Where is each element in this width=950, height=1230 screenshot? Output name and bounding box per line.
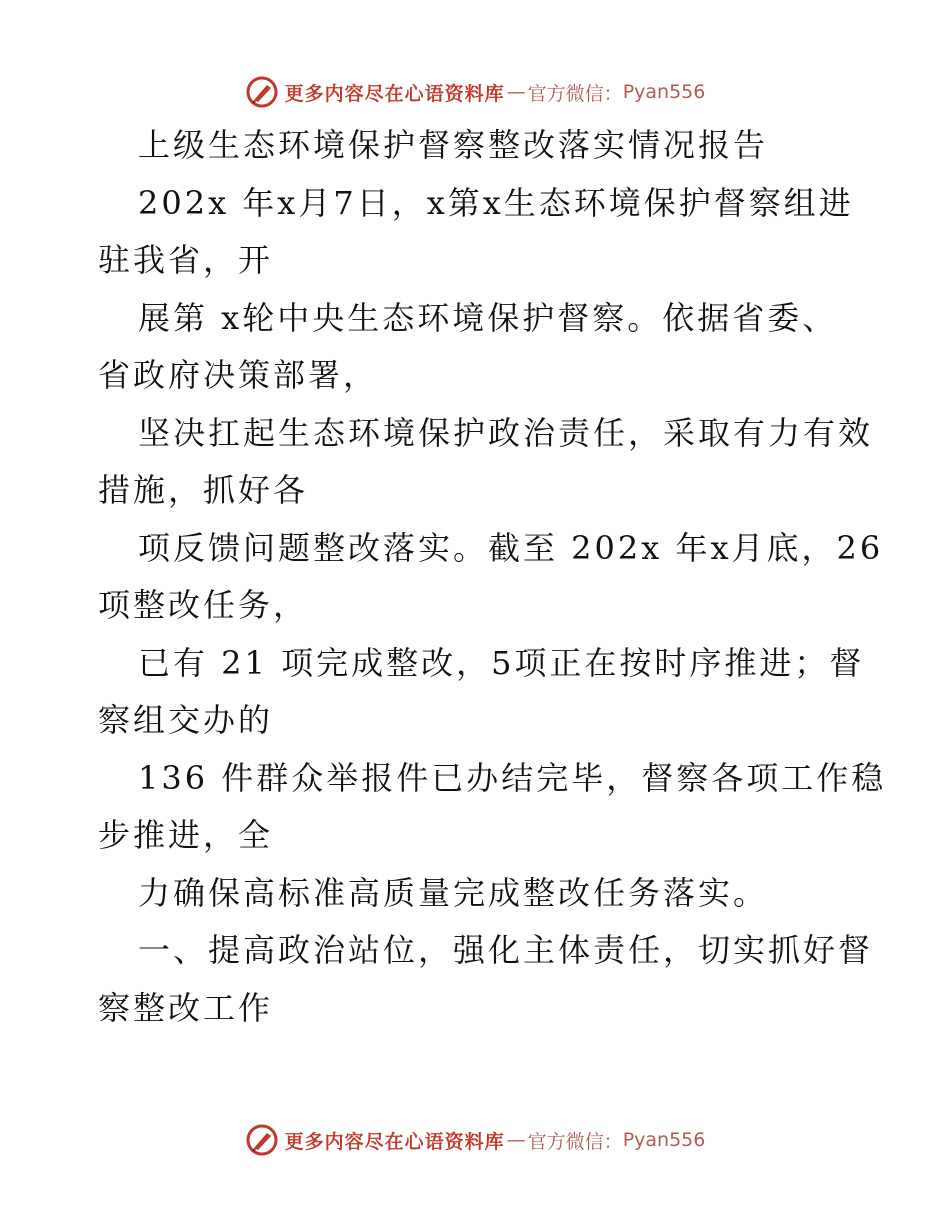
document-line: 展第 x轮中央生态环境保护督察。依据省委、 bbox=[138, 298, 838, 337]
pen-logo-icon bbox=[245, 75, 279, 109]
document-line: 202x 年x月7日，x第x生态环境保护督察组进 bbox=[138, 183, 854, 222]
document-line: 察组交办的 bbox=[98, 701, 274, 739]
watermark-id: Pyan556 bbox=[622, 81, 706, 103]
watermark-side-text: 官方微信： bbox=[527, 1130, 623, 1153]
watermark-dash: — bbox=[506, 1129, 526, 1151]
watermark-id: Pyan556 bbox=[622, 1129, 706, 1151]
document-line: 坚决扛起生态环境保护政治责任，采取有力有效 bbox=[138, 413, 874, 452]
watermark-main-text: 更多内容尽在心语资料库 bbox=[284, 1130, 505, 1153]
document-line: 省政府决策部署， bbox=[98, 356, 379, 394]
document-line: 项整改任务， bbox=[98, 586, 309, 624]
watermark-main-text: 更多内容尽在心语资料库 bbox=[284, 82, 505, 105]
watermark-side-text: 官方微信： bbox=[527, 82, 623, 105]
document-line: 136 件群众举报件已办结完毕，督察各项工作稳 bbox=[138, 758, 887, 797]
document-line: 驻我省，开 bbox=[98, 241, 274, 279]
document-line: 步推进，全 bbox=[98, 816, 274, 854]
document-line: 力确保高标准高质量完成整改任务落实。 bbox=[138, 873, 769, 912]
pen-logo-icon bbox=[245, 1123, 279, 1157]
header-watermark bbox=[0, 72, 950, 112]
document-line: 措施，抓好各 bbox=[98, 471, 309, 509]
document-line: 察整改工作 bbox=[98, 988, 274, 1027]
document-line: 一、提高政治站位，强化主体责任，切实抓好督 bbox=[138, 931, 874, 969]
document-body bbox=[98, 117, 887, 1037]
footer-watermark bbox=[0, 1120, 950, 1160]
document-line: 上级生态环境保护督察整改落实情况报告 bbox=[138, 126, 769, 164]
watermark-dash: — bbox=[506, 81, 526, 103]
document-line: 项反馈问题整改落实。截至 202x 年x月底，26 bbox=[138, 528, 884, 567]
document-line: 已有 21 项完成整改，5项正在按时序推进；督 bbox=[138, 643, 865, 682]
